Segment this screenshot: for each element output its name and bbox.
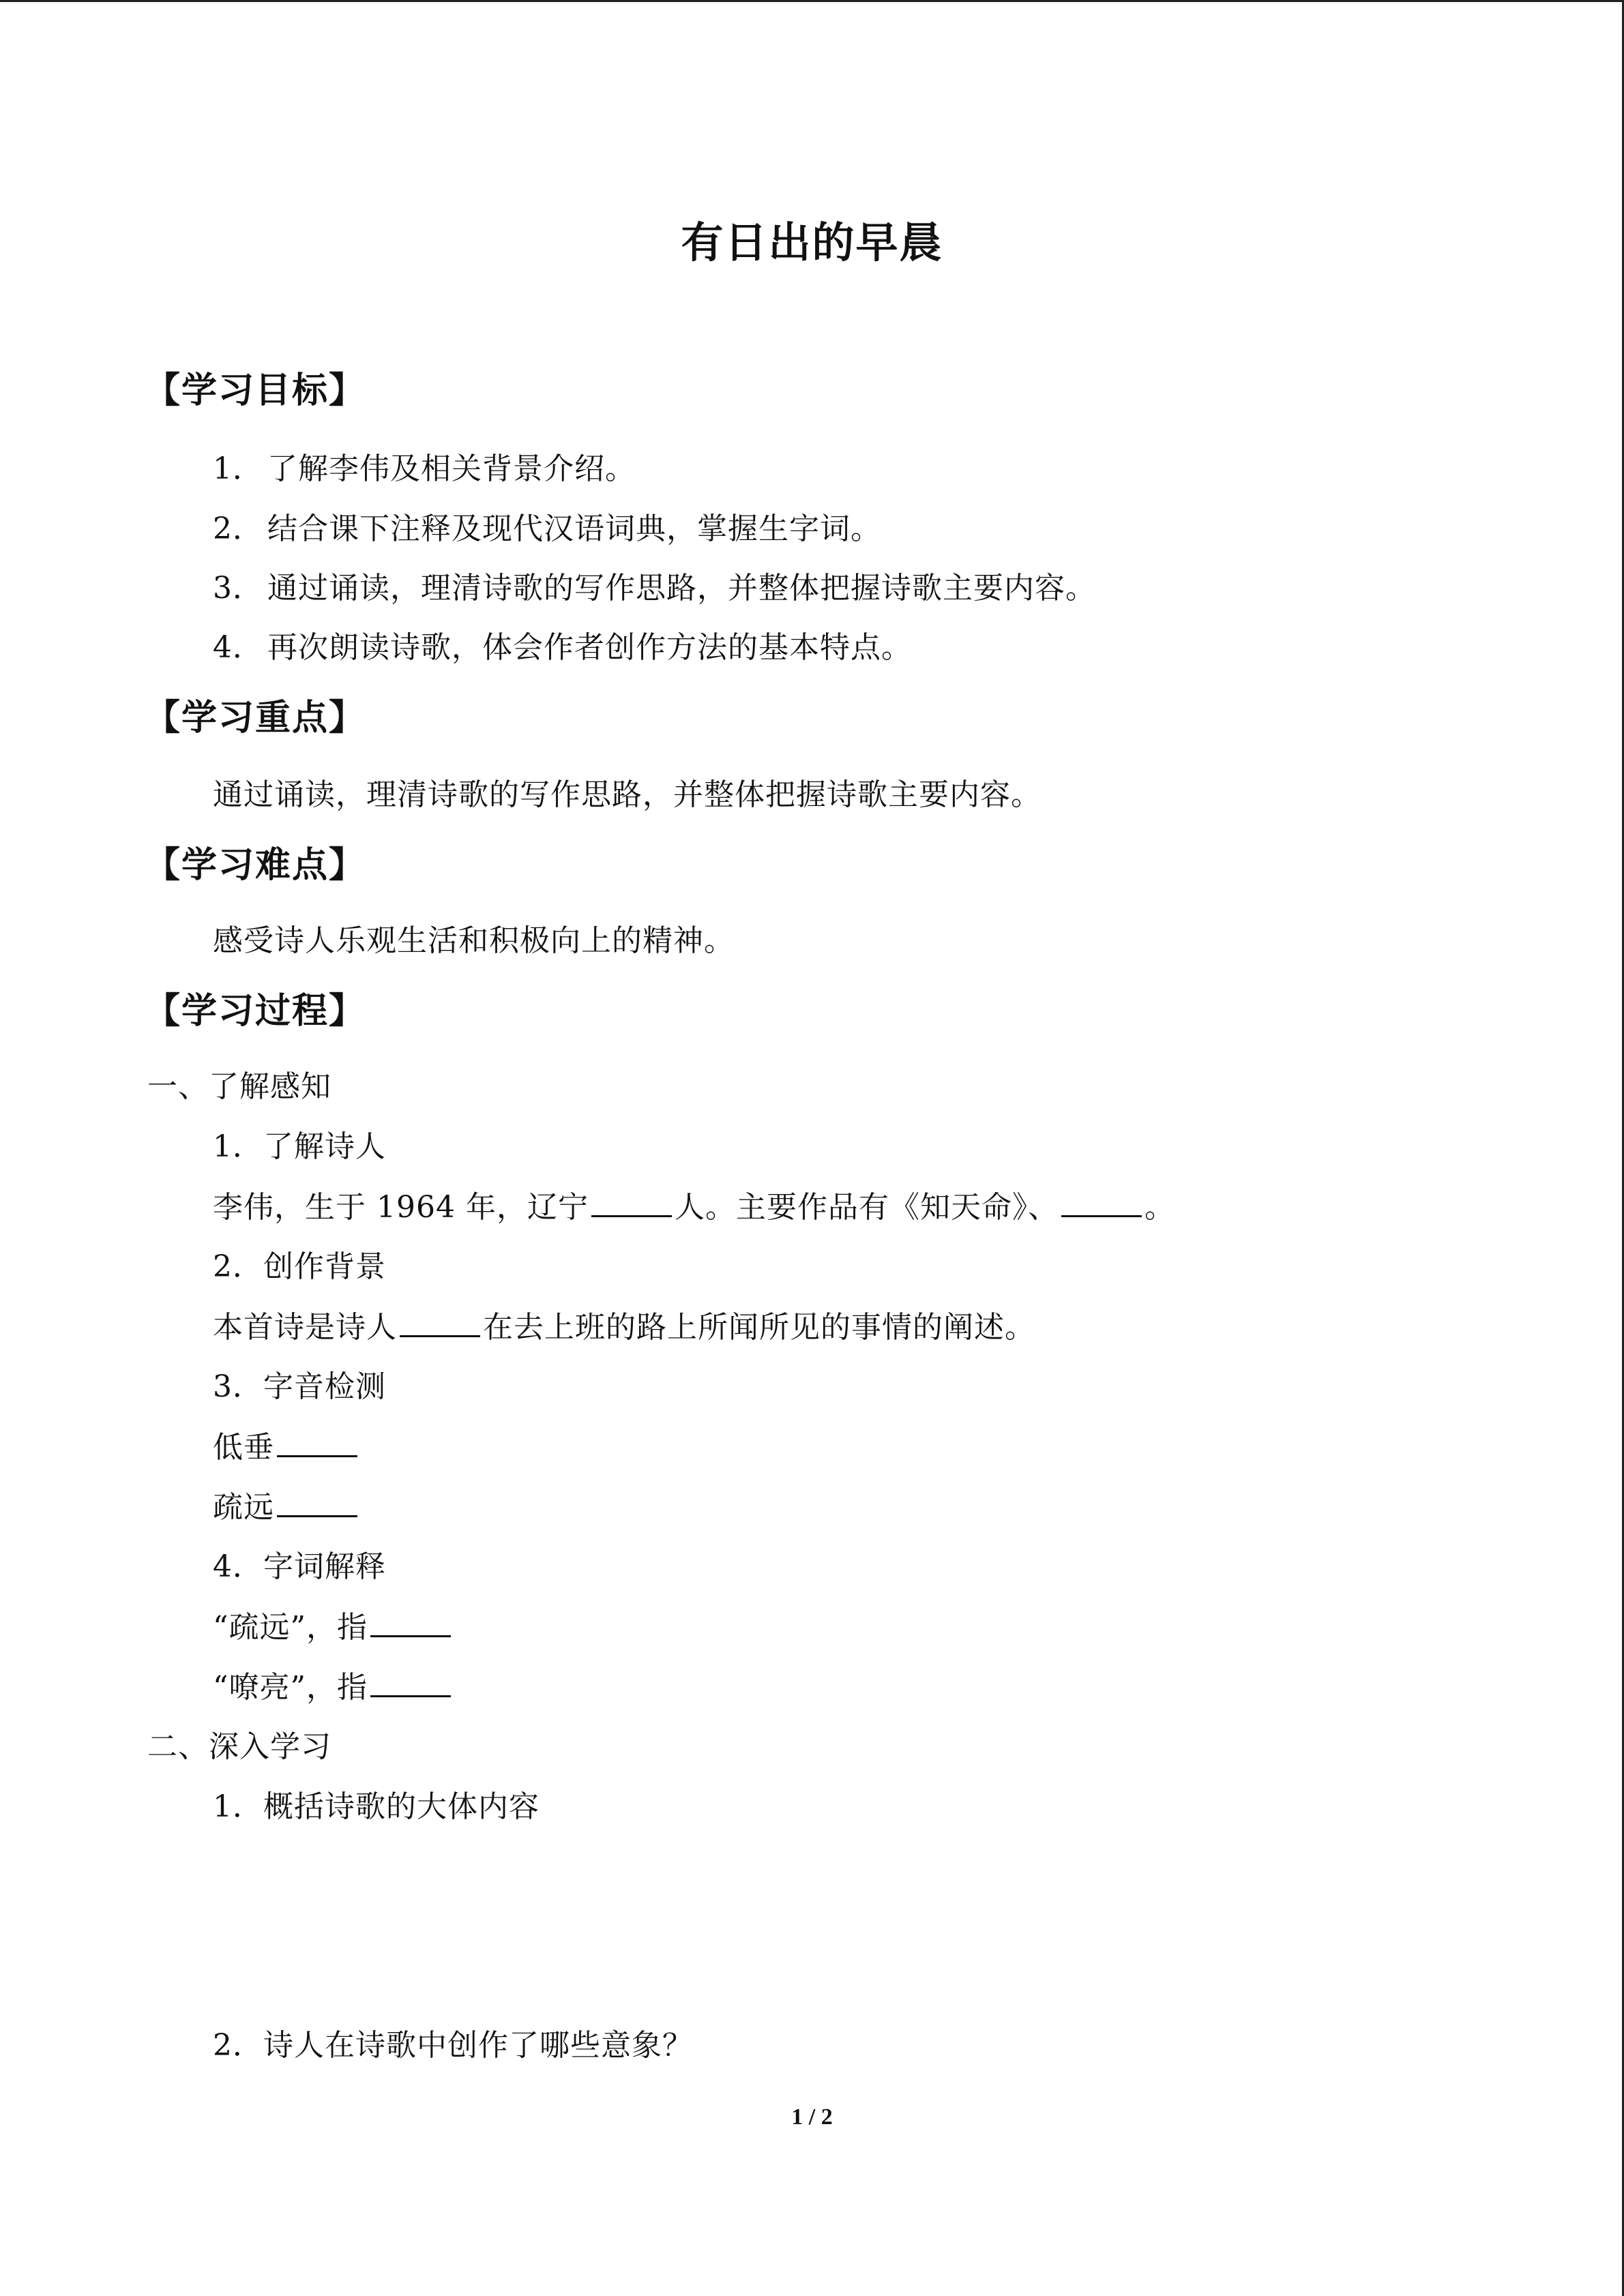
- definition-line: [213, 1608, 454, 1647]
- objective-item: [213, 629, 912, 667]
- objective-item: [213, 569, 1096, 608]
- background-text-a: 本首诗是诗人: [213, 1310, 397, 1345]
- pronunciation-line: [213, 1428, 360, 1467]
- pronunciation-line: [213, 1488, 360, 1527]
- answer-blank[interactable]: [277, 1428, 357, 1457]
- answer-blank[interactable]: [370, 1608, 451, 1637]
- answer-blank[interactable]: [591, 1188, 672, 1217]
- item-heading-pronunciation: 3．字音检测: [213, 1369, 386, 1404]
- objective-number: 2．: [213, 511, 263, 546]
- part-heading-deep-study: 二、深入学习: [147, 1729, 331, 1764]
- pronunciation-word: 低垂: [213, 1430, 274, 1465]
- answer-blank[interactable]: [1061, 1188, 1142, 1217]
- poet-fill-in-line: [213, 1188, 1175, 1227]
- objective-text: 再次朗读诗歌，体会作者创作方法的基本特点。: [267, 630, 912, 665]
- difficulty-text: 感受诗人乐观生活和积极向上的精神。: [213, 923, 735, 958]
- objective-number: 4．: [213, 630, 263, 665]
- background-fill-in-line: [213, 1308, 1035, 1347]
- objective-text: 通过诵读，理清诗歌的写作思路，并整体把握诗歌主要内容。: [267, 571, 1096, 606]
- objective-text: 了解李伟及相关背景介绍。: [267, 451, 636, 486]
- page-number: 1 / 2: [791, 2104, 833, 2130]
- pronunciation-word: 疏远: [213, 1490, 274, 1525]
- item-heading-poet: 1．了解诗人: [213, 1129, 386, 1164]
- key-point-text: 通过诵读，理清诗歌的写作思路，并整体把握诗歌主要内容。: [213, 777, 1042, 812]
- answer-blank[interactable]: [277, 1488, 357, 1517]
- item-heading-definitions: 4．字词解释: [213, 1549, 386, 1584]
- question-summary: 1．概括诗歌的大体内容: [213, 1789, 540, 1824]
- objective-item: [213, 510, 881, 548]
- objective-number: 1．: [213, 451, 263, 486]
- objective-text: 结合课下注释及现代汉语词典，掌握生字词。: [267, 511, 881, 546]
- definition-term: “嘹亮”，指: [213, 1670, 368, 1705]
- background-text-b: 在去上班的路上所闻所见的事情的阐述。: [483, 1310, 1035, 1345]
- page-title: 有日出的早晨: [681, 218, 943, 267]
- item-heading-background: 2．创作背景: [213, 1249, 386, 1284]
- poet-text-c: 。: [1144, 1190, 1175, 1225]
- answer-blank[interactable]: [370, 1668, 451, 1697]
- definition-term: “疏远”，指: [213, 1610, 368, 1645]
- section-heading-objectives: 【学习目标】: [145, 370, 366, 411]
- poet-text-b: 人。主要作品有《知天命》、: [674, 1190, 1059, 1225]
- question-imagery: 2．诗人在诗歌中创作了哪些意象？: [213, 2028, 693, 2063]
- section-heading-key-point: 【学习重点】: [145, 698, 366, 739]
- answer-blank[interactable]: [400, 1308, 480, 1337]
- objective-number: 3．: [213, 571, 263, 606]
- section-heading-difficulty: 【学习难点】: [145, 845, 366, 886]
- part-heading-understand: 一、了解感知: [147, 1069, 331, 1104]
- section-heading-process: 【学习过程】: [145, 991, 366, 1032]
- objective-item: [213, 450, 636, 488]
- definition-line: [213, 1668, 454, 1707]
- poet-text-a: 李伟，生于 1964 年，辽宁: [213, 1190, 589, 1225]
